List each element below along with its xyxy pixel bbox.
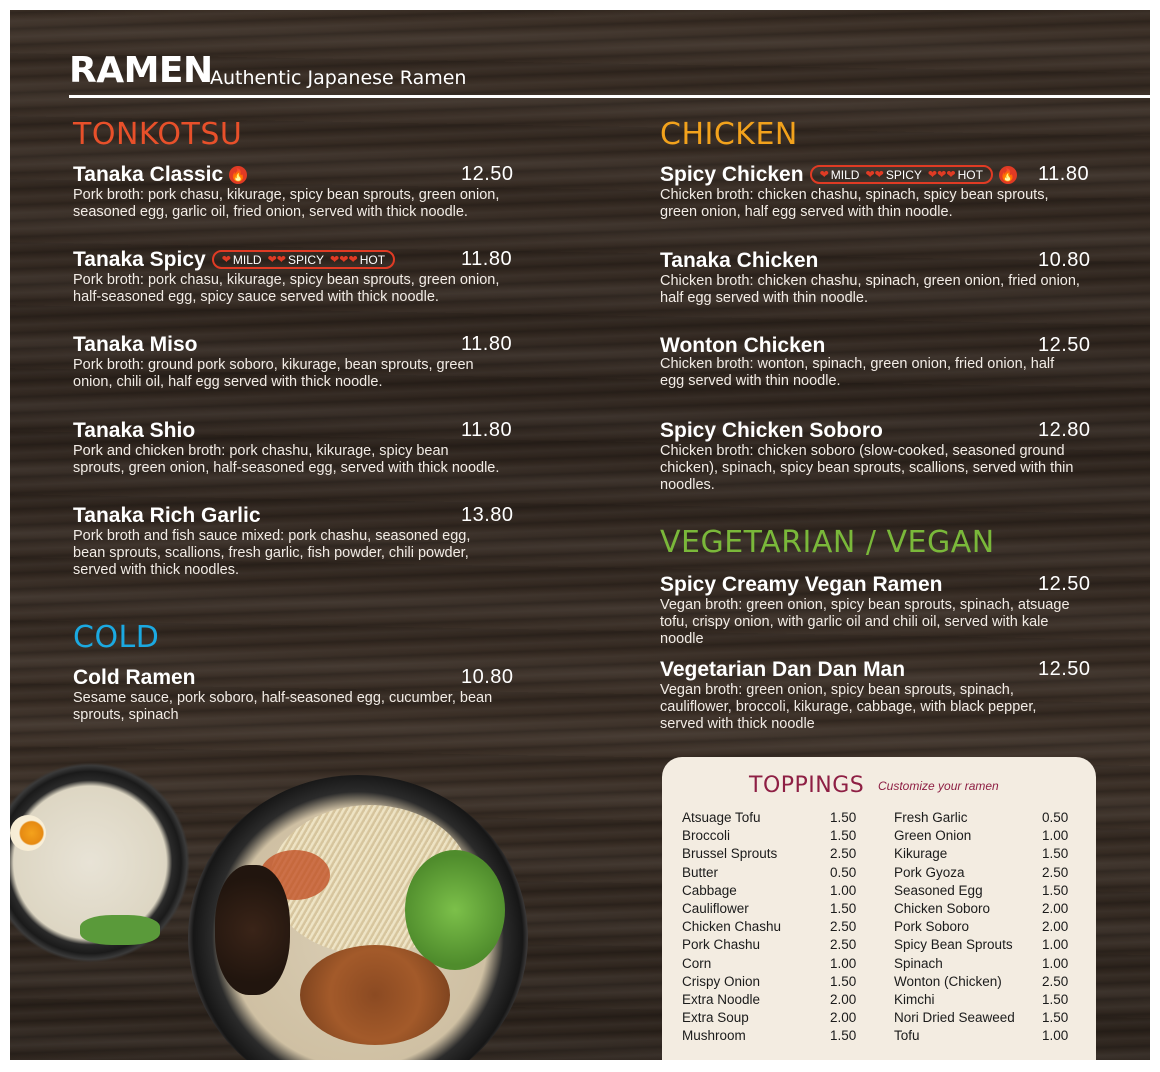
- section-title-chicken: CHICKEN: [660, 117, 798, 152]
- topping-price: 2.50: [830, 846, 857, 862]
- item-description: Pork broth and fish sauce mixed: pork chashu, seasoned egg, bean sprouts, scallions, fresh garlic, fish powder, chili powder, served with thick noodles.: [73, 528, 471, 578]
- topping-price: 1.00: [830, 882, 857, 898]
- toppings-note: Customize your ramen: [878, 779, 999, 793]
- item-description: Pork and chicken broth: pork chashu, kikurage, spicy bean sprouts, green onion, half-seasoned egg, served with thick noodle.: [73, 443, 500, 476]
- spice-level-scale: [810, 165, 993, 184]
- item-name: Tanaka Shio: [73, 419, 196, 442]
- spice-spicy-label: SPICY: [288, 252, 325, 267]
- topping-name: Wonton (Chicken): [894, 973, 1002, 989]
- topping-name: Tofu: [894, 1028, 920, 1044]
- item-price: 12.50: [1038, 334, 1091, 356]
- topping-price: 0.50: [830, 864, 857, 880]
- topping-name: Butter: [682, 864, 719, 880]
- item-description: Vegan broth: green onion, spicy bean sprouts, spinach, atsuage tofu, crispy onion, with garlic oil and chili oil, served with kale noodle: [660, 597, 1070, 647]
- item-description: Pork broth: ground pork soboro, kikurage, bean sprouts, green onion, chili oil, half egg served with thick noodle.: [73, 357, 474, 390]
- topping-price: 1.50: [1042, 991, 1069, 1007]
- flame-icon: 🔥: [1000, 168, 1016, 182]
- ramen-photo: [10, 745, 565, 1060]
- item-name: Tanaka Classic: [73, 163, 224, 186]
- flame-icon: 🔥: [230, 168, 246, 182]
- section-title-vegetarian: VEGETARIAN / VEGAN: [660, 525, 995, 560]
- spice-level-scale: [212, 250, 395, 269]
- topping-price: 2.00: [830, 991, 857, 1007]
- topping-price: 1.00: [830, 955, 857, 971]
- pepper-icon: ❤❤❤: [330, 254, 358, 266]
- topping-name: Nori Dried Seaweed: [894, 1010, 1015, 1026]
- topping-name: Seasoned Egg: [894, 882, 983, 898]
- item-price: 11.80: [461, 248, 513, 270]
- topping-price: 2.00: [1042, 919, 1069, 935]
- green-onion-image: [80, 915, 160, 945]
- item-name: Spicy Creamy Vegan Ramen: [660, 573, 943, 596]
- item-price: 10.80: [461, 666, 514, 688]
- item-description: Chicken broth: wonton, spinach, green onion, fried onion, half egg served with thin noodle.: [660, 356, 1055, 389]
- soboro-image: [300, 945, 450, 1045]
- topping-price: 2.00: [1042, 900, 1069, 916]
- topping-price: 1.00: [1042, 1028, 1069, 1044]
- topping-price: 0.50: [1042, 810, 1069, 825]
- item-name: Cold Ramen: [73, 666, 196, 689]
- toppings-title: TOPPINGS: [749, 773, 865, 798]
- scallions-image: [405, 850, 505, 970]
- item-name: Spicy Chicken: [660, 163, 804, 186]
- topping-name: Kikurage: [894, 846, 948, 862]
- item-name: Tanaka Miso: [73, 333, 198, 356]
- toppings-panel: [662, 757, 1096, 1060]
- topping-name: Extra Soup: [682, 1010, 749, 1026]
- topping-price: 2.50: [830, 937, 857, 953]
- item-description: Chicken broth: chicken chashu, spinach, spicy bean sprouts, green onion, half egg served with thin noodle.: [660, 187, 1049, 220]
- item-price: 12.50: [1038, 658, 1091, 680]
- topping-name: Crispy Onion: [682, 973, 761, 989]
- topping-name: Corn: [682, 955, 712, 971]
- topping-price: 1.00: [1042, 937, 1069, 953]
- topping-name: Broccoli: [682, 828, 731, 844]
- pepper-icon: ❤: [819, 169, 829, 181]
- topping-price: 1.50: [830, 828, 857, 844]
- topping-price: 1.50: [1042, 1010, 1069, 1026]
- item-description: Chicken broth: chicken chashu, spinach, green onion, fried onion, half egg served with thin noodle.: [660, 273, 1080, 306]
- topping-name: Cauliflower: [682, 900, 749, 916]
- menu-board: [10, 10, 1150, 1060]
- topping-name: Green Onion: [894, 828, 972, 844]
- topping-name: Brussel Sprouts: [682, 846, 778, 862]
- topping-name: Extra Noodle: [682, 991, 761, 1007]
- kikurage-image: [215, 865, 290, 995]
- topping-name: Atsuage Tofu: [682, 810, 761, 825]
- topping-price: 1.50: [830, 810, 857, 825]
- topping-name: Pork Chashu: [682, 937, 761, 953]
- spice-spicy-label: SPICY: [885, 167, 922, 182]
- topping-price: 2.50: [830, 919, 857, 935]
- item-price: 13.80: [461, 504, 514, 526]
- item-price: 12.80: [1038, 419, 1091, 441]
- topping-name: Chicken Chashu: [682, 919, 782, 935]
- menu-header: [69, 50, 1150, 100]
- pepper-icon: ❤❤: [267, 254, 287, 266]
- topping-name: Cabbage: [682, 882, 737, 898]
- item-price: 11.80: [461, 333, 513, 355]
- topping-price: 2.00: [830, 1010, 857, 1026]
- spice-hot-label: HOT: [957, 167, 983, 182]
- topping-price: 1.50: [830, 973, 857, 989]
- topping-name: Spicy Bean Sprouts: [894, 937, 1013, 953]
- topping-price: 1.50: [830, 1028, 857, 1044]
- spice-mild-label: MILD: [830, 167, 860, 182]
- spice-hot-label: HOT: [359, 252, 386, 267]
- menu-subtitle: Authentic Japanese Ramen: [210, 67, 467, 89]
- pepper-icon: ❤: [221, 254, 231, 266]
- pepper-icon: ❤❤: [865, 169, 884, 181]
- section-title-tonkotsu: TONKOTSU: [73, 117, 243, 152]
- item-description: Pork broth: pork chasu, kikurage, spicy bean sprouts, green onion, seasoned egg, garlic oil, fried onion, served with thick noodle.: [73, 187, 500, 220]
- item-price: 12.50: [461, 163, 514, 185]
- item-name: Tanaka Spicy: [73, 248, 206, 271]
- egg-image: [10, 815, 46, 851]
- item-description: Chicken broth: chicken soboro (slow-cooked, seasoned ground chicken), spinach, spicy bean sprouts, scallions, served with thin noodles.: [660, 443, 1074, 493]
- topping-name: Fresh Garlic: [894, 810, 968, 825]
- topping-name: Pork Soboro: [894, 919, 970, 935]
- topping-price: 1.00: [1042, 955, 1069, 971]
- item-name: Tanaka Chicken: [660, 249, 819, 272]
- topping-price: 1.50: [1042, 882, 1069, 898]
- section-title-cold: COLD: [73, 620, 160, 655]
- item-name: Spicy Chicken Soboro: [660, 419, 883, 442]
- topping-name: Mushroom: [682, 1028, 746, 1044]
- topping-price: 2.50: [1042, 973, 1069, 989]
- pepper-icon: ❤❤❤: [927, 169, 956, 181]
- item-price: 11.80: [1038, 163, 1090, 185]
- menu-title: RAMEN: [69, 50, 213, 91]
- topping-price: 1.50: [830, 900, 857, 916]
- spice-mild-label: MILD: [232, 252, 262, 267]
- topping-name: Chicken Soboro: [894, 900, 991, 916]
- topping-price: 1.00: [1042, 828, 1069, 844]
- item-description: Sesame sauce, pork soboro, half-seasoned egg, cucumber, bean sprouts, spinach: [73, 690, 493, 723]
- topping-name: Spinach: [894, 955, 943, 971]
- item-price: 12.50: [1038, 573, 1091, 595]
- item-name: Vegetarian Dan Dan Man: [660, 658, 906, 681]
- item-name: Tanaka Rich Garlic: [73, 504, 261, 527]
- topping-name: Pork Gyoza: [894, 864, 965, 880]
- item-name: Wonton Chicken: [660, 334, 826, 357]
- item-description: Vegan broth: green onion, spicy bean sprouts, spinach, cauliflower, broccoli, kikurage, cabbage, with black pepper, served with thick noodle: [660, 682, 1037, 732]
- topping-price: 2.50: [1042, 864, 1069, 880]
- topping-name: Kimchi: [894, 991, 935, 1007]
- item-price: 10.80: [1038, 249, 1091, 271]
- item-description: Pork broth: pork chasu, kikurage, spicy bean sprouts, green onion, half-seasoned egg, spicy sauce served with thick noodle.: [73, 272, 500, 305]
- topping-price: 1.50: [1042, 846, 1069, 862]
- item-price: 11.80: [461, 419, 513, 441]
- header-divider: [69, 95, 1150, 98]
